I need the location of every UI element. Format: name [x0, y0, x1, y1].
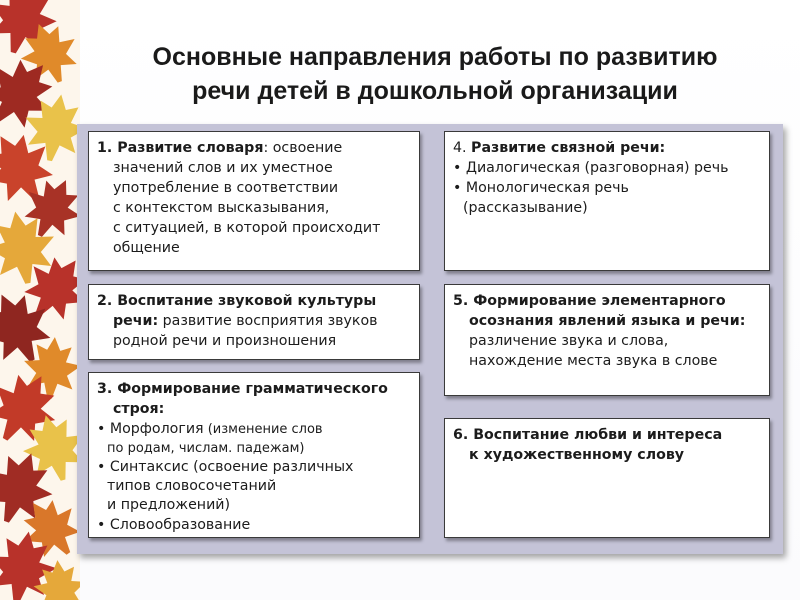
card-3-heading-cont: строя: [113, 401, 165, 417]
card-coherent-speech [444, 131, 770, 271]
card-3-item-word-formation: • Словообразование [97, 517, 251, 533]
card-vocabulary [88, 131, 420, 271]
card-1-line: значений слов и их уместное [113, 160, 333, 176]
card-2-heading: 2. Воспитание звуковой культуры [97, 293, 377, 309]
card-language-awareness [444, 284, 770, 396]
card-5-heading: 5. Формирование элементарного [453, 293, 726, 309]
card-2-line: родной речи и произношения [113, 333, 337, 349]
card-6-heading-cont: к художественному слову [469, 447, 685, 463]
card-1-text: : освоение [263, 140, 343, 156]
card-literature-love [444, 418, 770, 538]
card-1-line: общение [113, 240, 180, 256]
card-grammar [88, 372, 420, 538]
card-sound-culture [88, 284, 420, 360]
card-5-line: различение звука и слова, [469, 333, 669, 349]
card-2-heading-cont: речи: [113, 313, 159, 329]
card-3-item-syntax-cont: типов словосочетаний [107, 478, 277, 494]
card-4-heading: Развитие связной речи: [471, 140, 666, 156]
page-title [90, 40, 780, 108]
card-3-heading: 3. Формирование грамматического [97, 381, 388, 397]
card-5-heading-cont: осознания явлений языка и речи: [469, 313, 746, 329]
card-1-line: с контекстом высказывания, [113, 200, 330, 216]
card-1-line: с ситуацией, в которой происходит [113, 220, 381, 236]
card-2-text: развитие восприятия звуков [158, 313, 378, 329]
card-5-line: нахождение места звука в слове [469, 353, 718, 369]
autumn-leaves-decoration [0, 0, 80, 600]
title-line-1: Основные направления работы по развитию [152, 43, 718, 71]
card-4-item-dialogic: • Диалогическая (разговорная) речь [453, 160, 729, 176]
card-4-number: 4. [453, 140, 472, 156]
card-6-heading: 6. Воспитание любви и интереса [453, 427, 723, 443]
card-1-heading: 1. Развитие словаря [97, 140, 264, 156]
card-3-item-morphology: • Морфология [97, 421, 204, 437]
card-3-item-syntax-cont: и предложений) [107, 497, 231, 513]
card-4-item-monologic-cont: (рассказывание) [463, 200, 588, 216]
card-1-line: употребление в соответствии [113, 180, 339, 196]
card-4-item-monologic: • Монологическая речь [453, 180, 629, 196]
card-3-item-morphology-note: (изменение слов [203, 422, 323, 437]
card-3-item-morphology-note-cont: по родам, числам. падежам) [107, 441, 305, 456]
title-line-2: речи детей в дошкольной организации [192, 77, 678, 105]
card-3-item-syntax: • Синтаксис (освоение различных [97, 459, 354, 475]
